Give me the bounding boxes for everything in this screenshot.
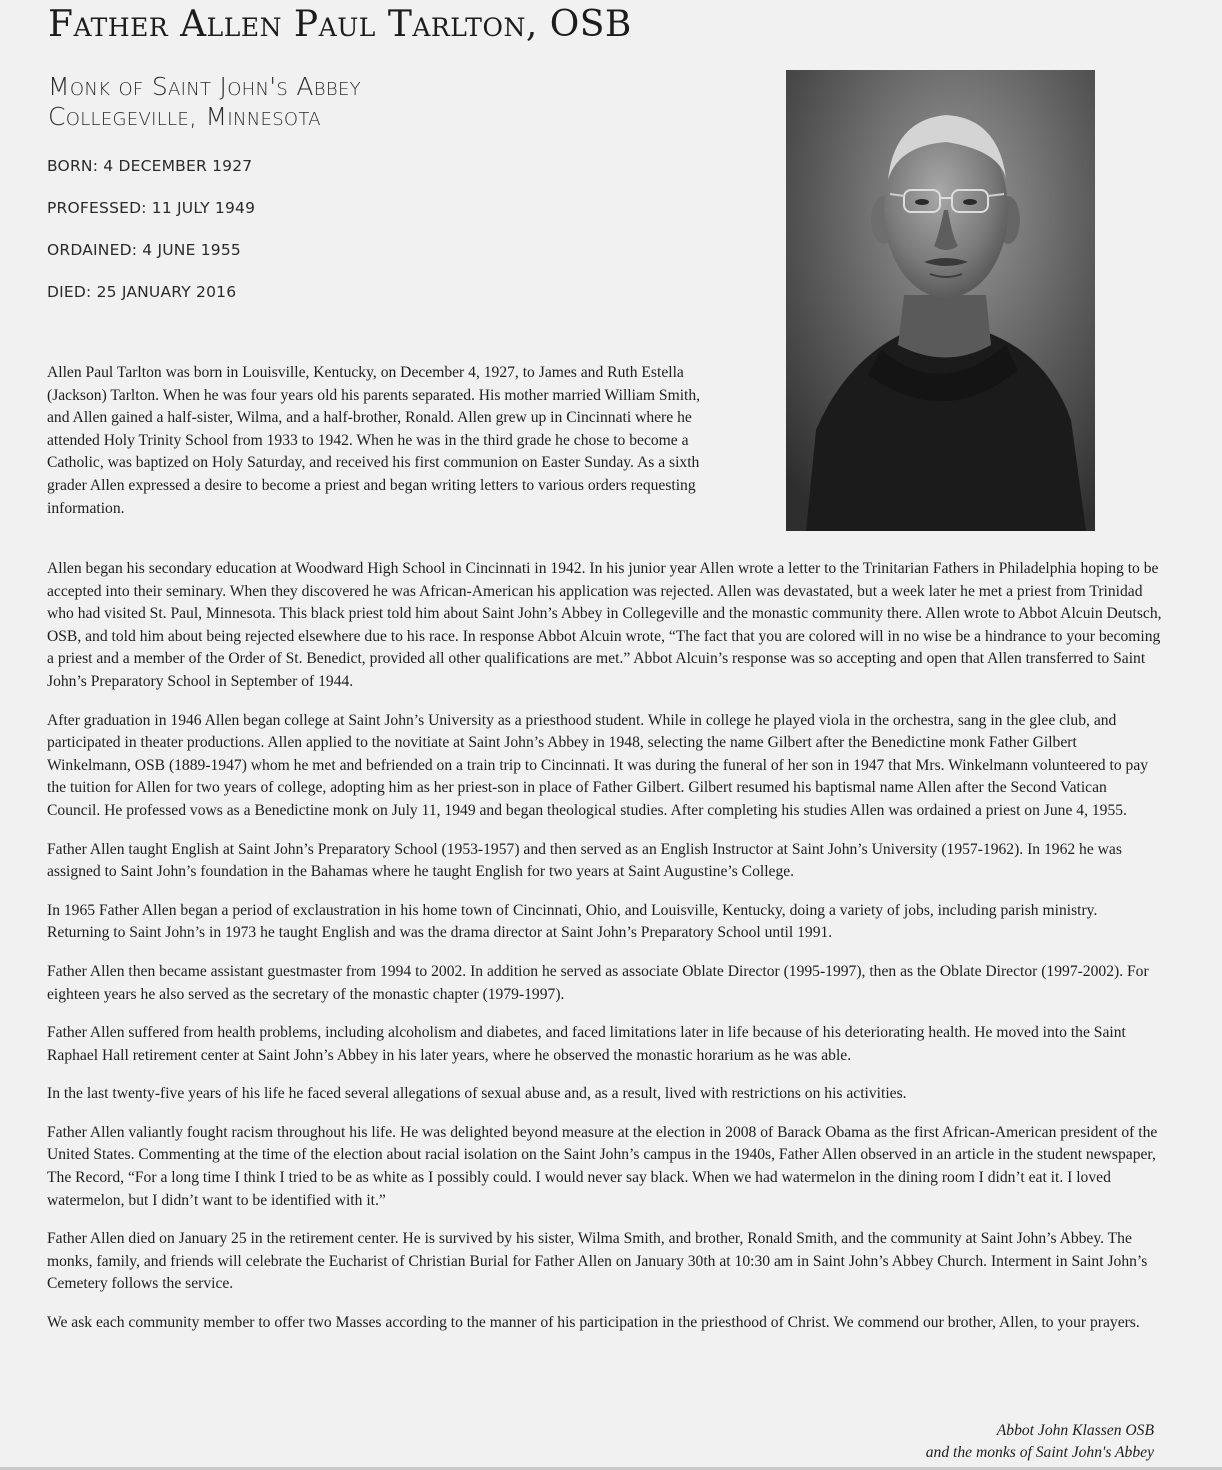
ordained-date: ORDAINED: 4 JUNE 1955	[47, 241, 241, 259]
paragraph-exclaustration: In 1965 Father Allen began a period of exclaustration in his home town of Cincinnati, Ohio, and Louisville, Kentucky, doing a variety of jobs, including parish ministry. Returning to Saint John’s in 1973 he taught English and was the drama director at Saint John’s Preparatory School until 1991.	[47, 901, 1098, 942]
page-title: Father Allen Paul Tarlton, OSB	[48, 4, 632, 45]
paragraph-health: Father Allen suffered from health problems, including alcoholism and diabetes, and faced limitations later in life because of his deteriorating health. He moved into the Saint Raphael Hall retirement center at Saint John’s Abbey in his later years, where he observed the monastic horarium as he was able.	[47, 1024, 1126, 1064]
vital-dates	[47, 154, 255, 322]
portrait-illustration	[786, 70, 1095, 531]
signature-block	[926, 1420, 1154, 1464]
intro-paragraph: Allen Paul Tarlton was born in Louisville, Kentucky, on December 4, 1927, to James and Ruth Estella (Jackson) Tarlton. When he was four years old his parents separated. His mother married William Smith, and Allen gained a half-sister, Wilma, and a half-brother, Ronald. Allen grew up in Cincinnati where he attended Holy Trinity School from 1933 to 1942. When he was in the third grade he chose to become a Catholic, was baptized on Holy Saturday, and received his first communion on Easter Sunday. As a sixth grader Allen expressed a desire to become a priest and began writing letters to various orders requesting information.	[47, 364, 701, 517]
paragraph-prayers: We ask each community member to offer two Masses according to the manner of his participation in the priesthood of Christ. We commend our brother, Allen, to your prayers.	[47, 1314, 1140, 1332]
paragraph-college: After graduation in 1946 Allen began college at Saint John’s University as a priesthood student. While in college he played viola in the orchestra, sang in the glee club, and participated in theater productions. Allen applied to the novitiate at Saint John’s Abbey in 1948, selecting the name Gilbert after the Benedictine monk Father Gilbert Winkelmann, OSB (1889-1947) whom he met and befriended on a train trip to Cincinnati. It was during the funeral of her son in 1947 that Mrs. Winkelmann volunteered to pay the tuition for Allen for two years of college, adopting him as her priest-son in place of Father Gilbert. Gilbert resumed his baptismal name Allen after the Second Vatican Council. He professed vows as a Benedictine monk on July 11, 1949 and began theological studies. After completing his studies Allen was ordained a priest on June 4, 1955.	[47, 711, 1149, 819]
professed-date: PROFESSED: 11 JULY 1949	[47, 199, 256, 217]
paragraph-death: Father Allen died on January 25 in the retirement center. He is survived by his sister, Wilma Smith, and brother, Ronald Smith, and the community at Saint John’s Abbey. The monks, family, and friends will celebrate the Eucharist of Christian Burial for Father Allen on January 30th at 10:30 am in Saint John’s Abbey Church. Interment in Saint John’s Cemetery follows the service.	[47, 1230, 1148, 1293]
born-date: BORN: 4 DECEMBER 1927	[47, 157, 253, 175]
signature-monks: and the monks of Saint John's Abbey	[925, 1444, 1154, 1461]
subtitle-location: Collegeville, Minnesota	[48, 102, 321, 131]
died-date: DIED: 25 JANUARY 2016	[47, 283, 237, 301]
signature-abbot: Abbot John Klassen OSB	[996, 1422, 1154, 1439]
portrait-photo	[786, 70, 1095, 531]
paragraph-guestmaster: Father Allen then became assistant guestmaster from 1994 to 2002. In addition he served as associate Oblate Director (1995-1997), then as the Oblate Director (1997-2002). For eighteen years he also served as the secretary of the monastic chapter (1979-1997).	[47, 962, 1149, 1003]
paragraph-allegations: In the last twenty-five years of his life he faced several allegations of sexual abuse and, as a result, lived with restrictions on his activities.	[47, 1085, 907, 1103]
paragraph-education: Allen began his secondary education at Woodward High School in Cincinnati in 1942. In his junior year Allen wrote a letter to the Trinitarian Fathers in Philadelphia hoping to be accepted into their seminary. When they discovered he was African-American his application was rejected. Allen was devastated, but a week later he met a priest from Trinidad who had visited St. Paul, Minnesota. This black priest told him about Saint John’s Abbey in Collegeville and the monastic community there. Allen wrote to Abbot Alcuin Deutsch, OSB, and told him about being rejected elsewhere due to his race. In response Abbot Alcuin wrote, “The fact that you are colored will in no wise be a hindrance to your becoming a priest and a member of the Order of St. Benedict, provided all other qualifications are met.” Abbot Alcuin’s response was so accepting and open that Allen transferred to Saint John’s Preparatory School in September of 1944.	[47, 560, 1162, 690]
paragraph-teaching: Father Allen taught English at Saint John’s Preparatory School (1953-1957) and then served as an English Instructor at Saint John’s University (1957-1962). In 1962 he was assigned to Saint John’s foundation in the Bahamas where he taught English for two years at Saint Augustine’s College.	[47, 840, 1122, 881]
paragraph-racism: Father Allen valiantly fought racism throughout his life. He was delighted beyond measure at the election in 2008 of Barack Obama as the first African-American president of the United States. Commenting at the time of the election about racial isolation on the Saint John’s campus in the 1940s, Father Allen observed in an article in the student newspaper, The Record, “For a long time I think I tried to be as white as I possibly could. I would never say black. When we had watermelon in the dining room I didn’t eat it. I loved watermelon, but I didn’t want to be identified with it.”	[47, 1123, 1158, 1209]
subtitle-abbey: Monk of Saint John's Abbey	[48, 72, 361, 101]
subtitle	[48, 72, 361, 132]
obituary-body	[47, 558, 1162, 1351]
